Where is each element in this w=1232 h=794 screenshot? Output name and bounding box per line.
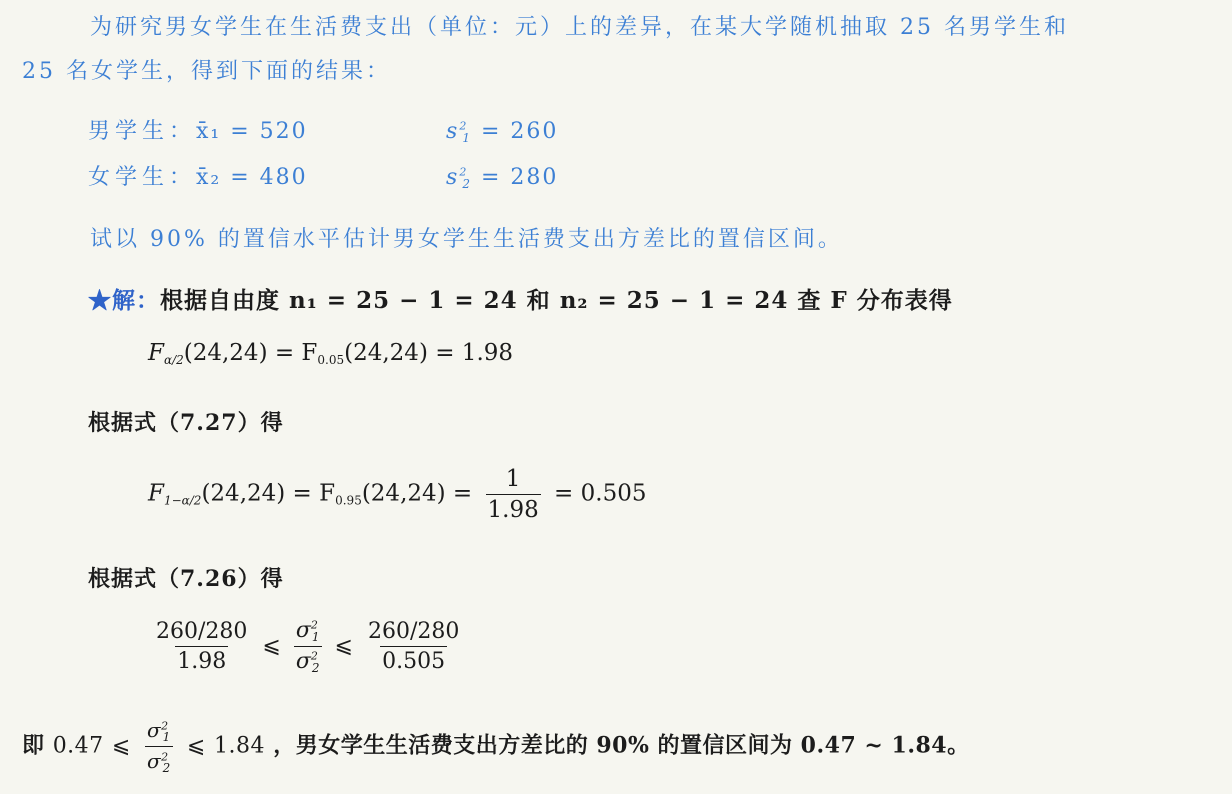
reciprocal-fraction — [486, 466, 541, 523]
f-lower-tail: (24,24) = — [361, 480, 473, 507]
final-variance-ratio: $\frac{\sigma^2_1}{\sigma^2_2}$ — [146, 718, 171, 775]
male-stats — [88, 114, 558, 145]
female-variance-symbol: $s^2_2$ — [446, 165, 472, 191]
star-solution-label: ★解： — [88, 287, 160, 314]
formula-f-upper: $F_{\alpha/2}(24,24) = F_{0.05}(24,24) = 1.98$ — [148, 340, 514, 367]
f-lower-result: = 0.505 — [554, 480, 647, 507]
final-text: ，男女学生生活费支出方差比的 90% 的置信区间为 0.47 ~ 1.84。 — [273, 732, 970, 759]
final-conclusion: 即 0.47 ⩽ $\frac{\sigma^2_1}{\sigma^2_2}$ ⩽ 1.84 ，男女学生生活费支出方差比的 90% 的置信区间为 0.47 ~ 1.84。 — [22, 718, 970, 775]
lower-bound-fraction: $\frac{260/280}{1.98}$ — [156, 619, 248, 674]
male-mean: x̄₁ = 520 — [196, 119, 308, 144]
interval-inequality: $\frac{260/280}{1.98}$ ⩽ $\frac{\sigma^2_1}{\sigma^2_2}$ ⩽ $\frac{260/280}{0.505}$ — [156, 618, 460, 675]
final-high: 1.84 — [214, 733, 266, 759]
final-prefix: 即 — [22, 732, 45, 759]
problem-line-1: 为研究男女学生在生活费支出（单位：元）上的差异，在某大学随机抽取 25 名男学生和 — [90, 15, 1069, 40]
question-text: 试以 90% 的置信水平估计男女学生生活费支出方差比的置信区间。 — [90, 227, 843, 252]
solution-intro-text: 根据自由度 n₁ = 25 − 1 = 24 和 n₂ = 25 − 1 = 24 查 F 分布表得 — [160, 287, 953, 314]
ref-7-26: 根据式（7.26）得 — [88, 566, 284, 592]
female-variance: = 280 — [480, 165, 559, 190]
formula-f-lower: $F_{1-\alpha/2}(24,24) = F_{0.95}(24,24)$ = $\frac{1}{1.98}$ = 0.505 — [148, 466, 647, 523]
male-variance-symbol: $s^2_1$ — [446, 119, 472, 145]
solution-intro — [88, 282, 953, 315]
female-label: 女学生： — [88, 165, 197, 190]
f-upper-mid: (24,24) = F — [183, 340, 318, 366]
fraction-denominator: 1.98 — [486, 494, 541, 523]
male-variance: = 260 — [480, 119, 559, 144]
f-lower-mid: (24,24) = F — [201, 480, 336, 507]
final-low: 0.47 — [52, 733, 104, 759]
fraction-numerator: 1 — [505, 466, 521, 492]
problem-line-2: 25 名女学生，得到下面的结果： — [22, 59, 391, 84]
upper-bound-fraction: $\frac{260/280}{0.505}$ — [367, 619, 460, 674]
variance-ratio-fraction: $\frac{\sigma^2_1}{\sigma^2_2}$ — [295, 618, 320, 675]
male-label: 男学生： — [88, 119, 197, 144]
ref-7-27: 根据式（7.27）得 — [88, 410, 284, 436]
female-stats — [88, 160, 558, 191]
f-upper-tail: (24,24) = 1.98 — [344, 340, 514, 366]
female-mean: x̄₂ = 480 — [196, 165, 308, 190]
